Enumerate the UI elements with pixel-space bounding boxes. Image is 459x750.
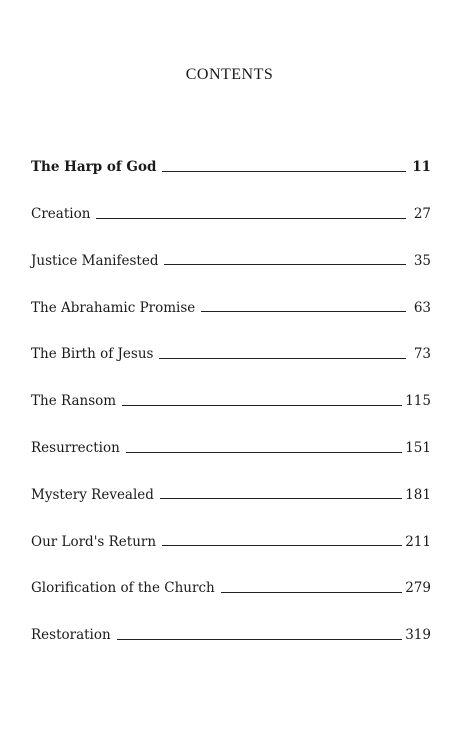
toc-entry-page: 181 [405,486,431,503]
toc-entry-title: Justice Manifested [31,252,159,269]
toc-entry-title: The Birth of Jesus [31,346,154,363]
toc-entry [31,175,431,222]
toc-leader-line [160,498,402,499]
toc-entry [31,268,431,315]
toc-entry [31,549,431,596]
toc-entry-page: 11 [412,159,431,176]
toc-entry-title: Mystery Revealed [31,486,154,503]
toc-entry-page: 211 [405,533,431,550]
toc-entry-page: 73 [413,346,431,363]
toc-leader-line [159,358,406,359]
toc-leader-line [221,592,403,593]
toc-entry-title: The Harp of God [31,159,157,176]
toc-entry [31,128,431,175]
toc-entry [31,315,431,362]
toc-leader-line [96,218,406,219]
toc-entry [31,502,431,549]
toc-entry-page: 115 [405,393,431,410]
toc-entry-title: Our Lord's Return [31,533,157,550]
toc-entry [31,456,431,503]
toc-entry-page: 63 [413,299,431,316]
toc-entry [31,409,431,456]
toc-leader-line [117,639,403,640]
table-of-contents [31,128,431,643]
toc-entry-page: 151 [405,440,431,457]
toc-entry [31,362,431,409]
toc-leader-line [201,311,406,312]
toc-entry [31,596,431,643]
toc-leader-line [162,545,402,546]
toc-entry-title: Resurrection [31,440,120,457]
toc-entry-page: 319 [405,627,431,644]
toc-entry-title: The Ransom [31,393,117,410]
toc-leader-line [122,405,402,406]
toc-entry [31,222,431,269]
toc-leader-line [162,171,406,172]
toc-entry-title: Creation [31,206,91,223]
toc-entry-title: The Abrahamic Promise [31,299,196,316]
toc-entry-page: 35 [413,252,431,269]
contents-heading: CONTENTS [185,66,274,83]
toc-entry-title: Restoration [31,627,111,644]
toc-entry-title: Glorification of the Church [31,580,215,597]
toc-entry-page: 27 [413,206,431,223]
toc-leader-line [126,452,402,453]
toc-entry-page: 279 [405,580,431,597]
toc-leader-line [164,264,406,265]
